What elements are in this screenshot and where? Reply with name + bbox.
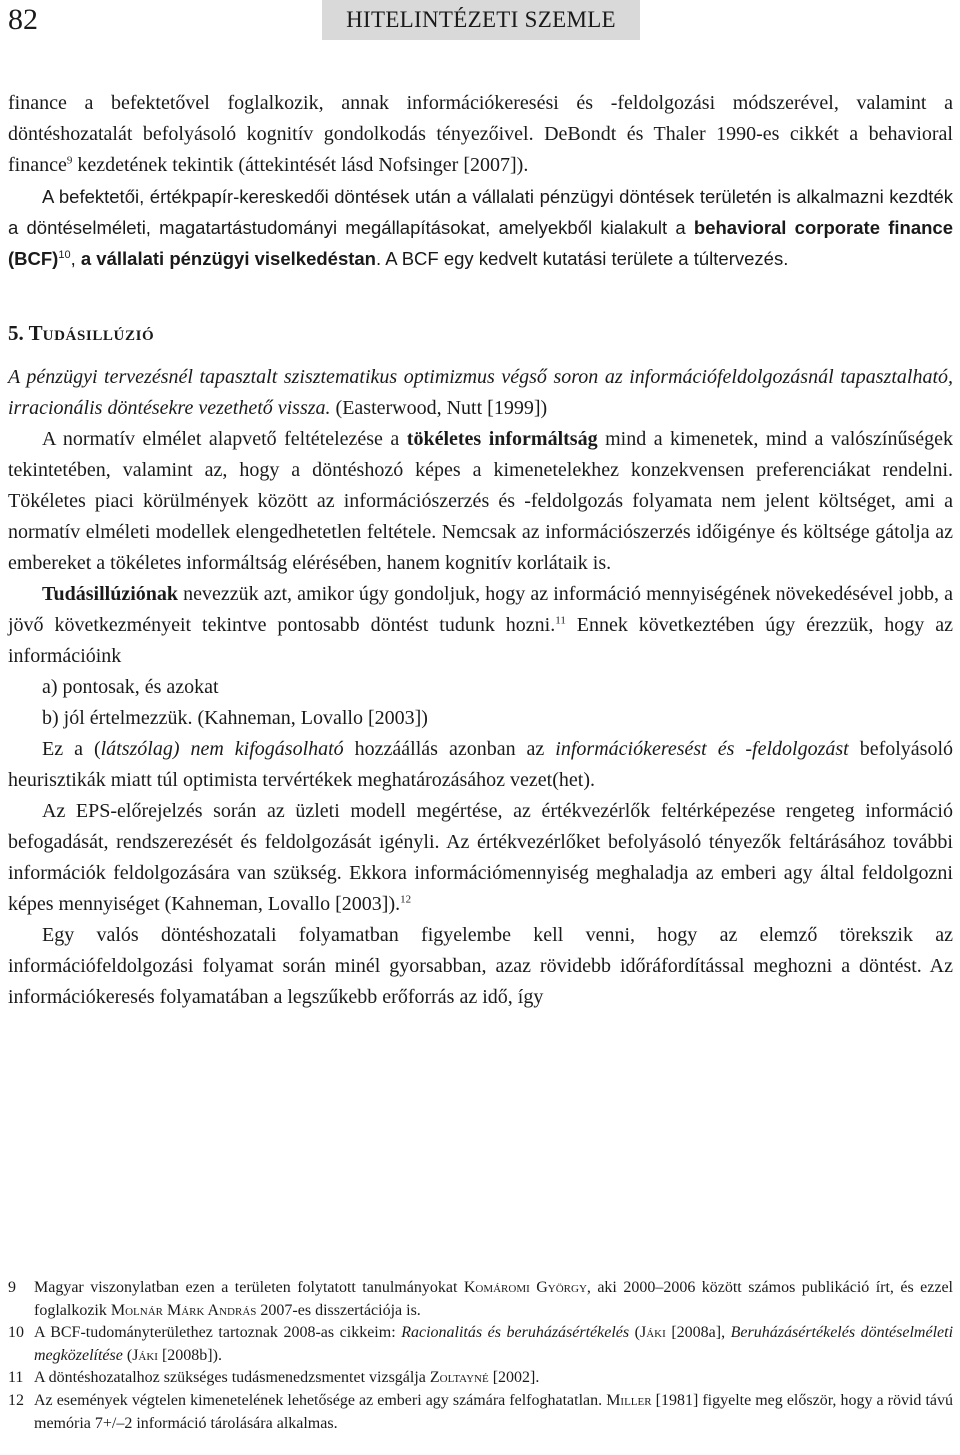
text-run: , aki 2000–2006 között számos publikáció írt, és ezzel foglalkozik <box>34 1279 953 1319</box>
paragraph-7: Egy valós döntéshozatali folyamatban figyelembe kell venni, hogy az elemző törekszik az információfeldolgozási folyamat során minél gyorsabban, azaz rövidebb időráfordítással meghozni a döntést. Az információkeresés folyamatában a legszűkebb erőforrás az idő, így <box>8 924 953 1008</box>
section-heading <box>8 318 953 348</box>
text-run: kezdetének tekintik (áttekintését lásd Nofsinger [2007]). <box>72 154 529 176</box>
author-name: Miller <box>606 1391 652 1409</box>
text-run: , <box>70 248 81 269</box>
text-run: [1981] figyelte meg először, hogy a rövid távú memória 7+/–2 információ tárolására alkalmas. <box>34 1391 954 1432</box>
text-run: Ez a ( <box>42 738 101 760</box>
text-run: A normatív elmélet alapvető feltételezése a <box>42 428 407 450</box>
article-title: Racionalitás és beruházásértékelés <box>401 1324 630 1342</box>
footnotes <box>8 1277 953 1435</box>
paragraph-2 <box>8 181 953 274</box>
text-run: ( <box>122 1346 133 1364</box>
paragraph-4 <box>8 579 953 672</box>
footnote-number: 9 <box>8 1279 16 1296</box>
text-run: hozzáállás azonban az <box>343 738 556 760</box>
text-run: Az események végtelen kimenetelének lehetősége az emberi agy számára felfoghatatlan. <box>34 1391 607 1409</box>
text-run: Az EPS-előrejelzés során az üzleti modell megértése, az értékvezérlők feltérképezése rengeteg információ befogadását, rendszerezését és feldolgozását igényli. Az értékvezérlőket befolyásoló tényezők feltárásához további információk feldolgozására van szükség. Ekkora információmennyiség meghaladja az emberi agy által feldolgozni képes mennyiséget (Kahneman, Lovallo [2003]). <box>8 800 953 915</box>
footnote-number: 12 <box>8 1391 24 1409</box>
quote-paragraph <box>8 362 953 424</box>
section-number: 5. <box>8 321 29 345</box>
term-perfect-information: tökéletes informáltság <box>406 428 598 450</box>
paragraph-5 <box>8 734 953 796</box>
footnote-text <box>34 1390 953 1435</box>
footnote-10 <box>8 1322 953 1367</box>
text-run: [2008b]). <box>157 1346 222 1364</box>
footnote-ref-12: 12 <box>400 893 412 906</box>
quote-text: A pénzügyi tervezésnél tapasztalt szisztematikus optimizmus végső soron az információfeldolgozásnál tapasztalható, irracionális döntésekre vezethető vissza. <box>8 366 953 419</box>
author-name: Jáki <box>132 1346 158 1364</box>
footnote-ref-11: 11 <box>555 614 566 627</box>
footnote-9 <box>8 1277 953 1322</box>
footnote-ref-10: 10 <box>58 248 71 261</box>
text-run: A döntéshozatalhoz szükséges tudásmenedzsmentet vizsgálja <box>34 1369 430 1387</box>
journal-title: HITELINTÉZETI SZEMLE <box>322 0 640 40</box>
paragraph-6 <box>8 796 953 920</box>
list-item-b: b) jól értelmezzük. (Kahneman, Lovallo [2003]) <box>42 707 428 729</box>
footnote-ref-9: 9 <box>66 154 73 167</box>
text-run: [2008a], <box>665 1324 731 1342</box>
text-run: A befektetői, értékpapír-kereskedői döntések után a vállalati pénzügyi döntések területén is alkalmazni kezdték a döntéselméleti, magatartástudományi megállapításokat, amelyekből kialakult a <box>8 186 953 238</box>
footnote-number: 11 <box>8 1369 24 1387</box>
footnote-number: 10 <box>8 1324 24 1342</box>
term-knowledge-illusion: Tudásillúziónak <box>42 583 179 605</box>
text-run: Ennek következtében úgy érezzük, hogy az információink <box>8 614 953 667</box>
page-header <box>0 0 960 44</box>
article-title: Beruházásértékelés döntéselméleti megközelítése <box>34 1324 954 1364</box>
emphasis: információkeresést és -feldolgozást <box>555 738 849 760</box>
text-run: mind a kimenetek, mind a valószínűségek tekintetében, valamint az, hogy a döntéshozó képes a kimenetelekhez konzekvensen preferenciákat rendelni. Tökéletes piaci körülmények között az információszerzés és -feldolgozás folyamata nem jelent költséget, ami a normatív elméleti modellek elengedhetetlen feltétele. Nemcsak az információszerzés időigénye és költsége gátolja az embereket a tökéletes informáltság elérésében, hanem kognitív korlátaik is. <box>8 428 954 574</box>
text-run: befolyásoló heurisztikák miatt túl optimista tervértékek meghatározásához vezet(het). <box>8 738 953 791</box>
author-name: Jáki <box>640 1324 666 1342</box>
term-corporate-behavior: a vállalati pénzügyi viselkedéstan <box>80 248 376 269</box>
text-run: ( <box>629 1324 641 1342</box>
page-number: 82 <box>8 3 38 36</box>
footnote-text <box>34 1322 953 1367</box>
footnote-11 <box>8 1367 953 1390</box>
footnote-text <box>34 1367 953 1390</box>
term-bcf: behavioral corporate finance (BCF) <box>8 217 953 269</box>
footnote-12 <box>8 1390 953 1435</box>
section-title: udásillúzió <box>42 321 155 345</box>
text-run: A BCF-tudományterülethez tartoznak 2008-as cikkeim: <box>34 1324 402 1342</box>
text-run: [2002]. <box>488 1369 540 1387</box>
quote-citation: (Easterwood, Nutt [1999]) <box>330 397 548 419</box>
text-run: nevezzük azt, amikor úgy gondoljuk, hogy az információ mennyiségének növekedésével jobb, a jövő következményeit tekintve pontosabb döntést tudunk hozni. <box>8 583 953 636</box>
author-name: Komáromi György <box>463 1279 587 1296</box>
text-run: Magyar viszonylatban ezen a területen folytatott tanulmányokat <box>34 1279 464 1296</box>
paragraph-3 <box>8 424 953 579</box>
emphasis: látszólag) nem kifogásolható <box>100 738 344 760</box>
author-name: Zoltayné <box>429 1369 489 1387</box>
footnote-text <box>34 1277 953 1322</box>
author-name: Molnár Márk András <box>110 1301 257 1319</box>
text-run: . A BCF egy kedvelt kutatási területe a túltervezés. <box>375 248 789 269</box>
text-run: finance a befektetővel foglalkozik, annak információkeresési és -feldolgozási módszerével, valamint a döntéshozatalát befolyásoló kognitív gondolkodás tényezőivel. DeBondt és Thaler 1990-es cikkét a behavioral finance <box>8 92 953 176</box>
section-title-initial: T <box>28 321 43 345</box>
paragraph-1 <box>8 88 953 181</box>
main-text <box>8 88 953 1013</box>
list-item-a: a) pontosak, és azokat <box>42 676 219 698</box>
text-run: 2007-es disszertációja is. <box>256 1301 421 1319</box>
